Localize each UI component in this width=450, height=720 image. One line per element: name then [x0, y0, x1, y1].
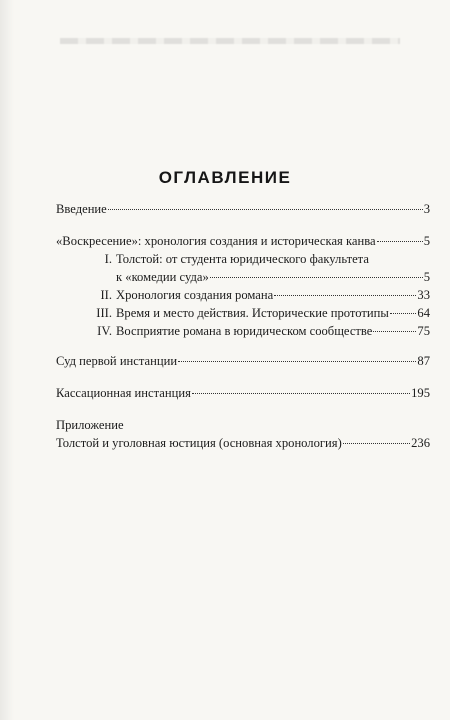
toc-page-number: 236 — [411, 436, 430, 450]
toc-page-number: 33 — [417, 288, 430, 302]
toc-page-number: 195 — [411, 386, 430, 400]
toc-subentries — [56, 250, 430, 340]
toc-entry-label: Восприятие романа в юридическом сообществе — [116, 324, 373, 338]
toc-appendix-heading: Приложение — [56, 418, 124, 432]
toc-subentry-1[interactable] — [86, 250, 430, 268]
toc-page-number: 5 — [423, 270, 430, 284]
toc-subentry-2[interactable] — [86, 286, 430, 304]
dot-leader — [373, 331, 416, 332]
toc-entry-label: Толстой и уголовная юстиция (основная хронология) — [56, 436, 342, 450]
dot-leader — [377, 241, 423, 242]
toc-entry-label: «Воскресение»: хронология создания и историческая канва — [56, 234, 376, 248]
dot-leader — [274, 295, 416, 296]
toc-entry-label: Толстой: от студента юридического факультета — [116, 252, 369, 266]
toc-subentry-number: IV. — [97, 324, 112, 338]
toc-entry-label: Кассационная инстанция — [56, 386, 191, 400]
dot-leader — [108, 209, 423, 210]
show-through-text — [60, 38, 400, 44]
toc-subentry-number: I. — [104, 252, 112, 266]
table-of-contents — [56, 200, 430, 452]
toc-subentry-number: III. — [96, 306, 112, 320]
dot-leader — [178, 361, 416, 362]
page-title: ОГЛАВЛЕНИЕ — [158, 168, 292, 187]
toc-page-number: 87 — [417, 354, 430, 368]
dot-leader — [390, 313, 417, 314]
toc-page-number: 75 — [417, 324, 430, 338]
toc-page-number: 5 — [423, 234, 430, 248]
toc-subentry-number: II. — [100, 288, 112, 302]
toc-entry-part1[interactable] — [56, 232, 430, 250]
toc-entry-appendix[interactable] — [56, 434, 430, 452]
toc-entry-intro[interactable] — [56, 200, 430, 218]
toc-entry-court[interactable] — [56, 352, 430, 370]
dot-leader — [192, 393, 410, 394]
toc-entry-cassation[interactable] — [56, 384, 430, 402]
toc-entry-label: к «комедии суда» — [116, 270, 209, 284]
toc-entry-label: Хронология создания романа — [116, 288, 274, 302]
toc-subentry-4[interactable] — [86, 322, 430, 340]
dot-leader — [210, 277, 423, 278]
dot-leader — [343, 443, 410, 444]
toc-page-number: 64 — [417, 306, 430, 320]
toc-subentry-1-continued[interactable] — [86, 268, 430, 286]
toc-entry-label: Суд первой инстанции — [56, 354, 178, 368]
toc-entry-label: Время и место действия. Исторические прототипы — [116, 306, 389, 320]
toc-page-number: 3 — [423, 202, 430, 216]
toc-subentry-3[interactable] — [86, 304, 430, 322]
toc-entry-label: Введение — [56, 202, 107, 216]
